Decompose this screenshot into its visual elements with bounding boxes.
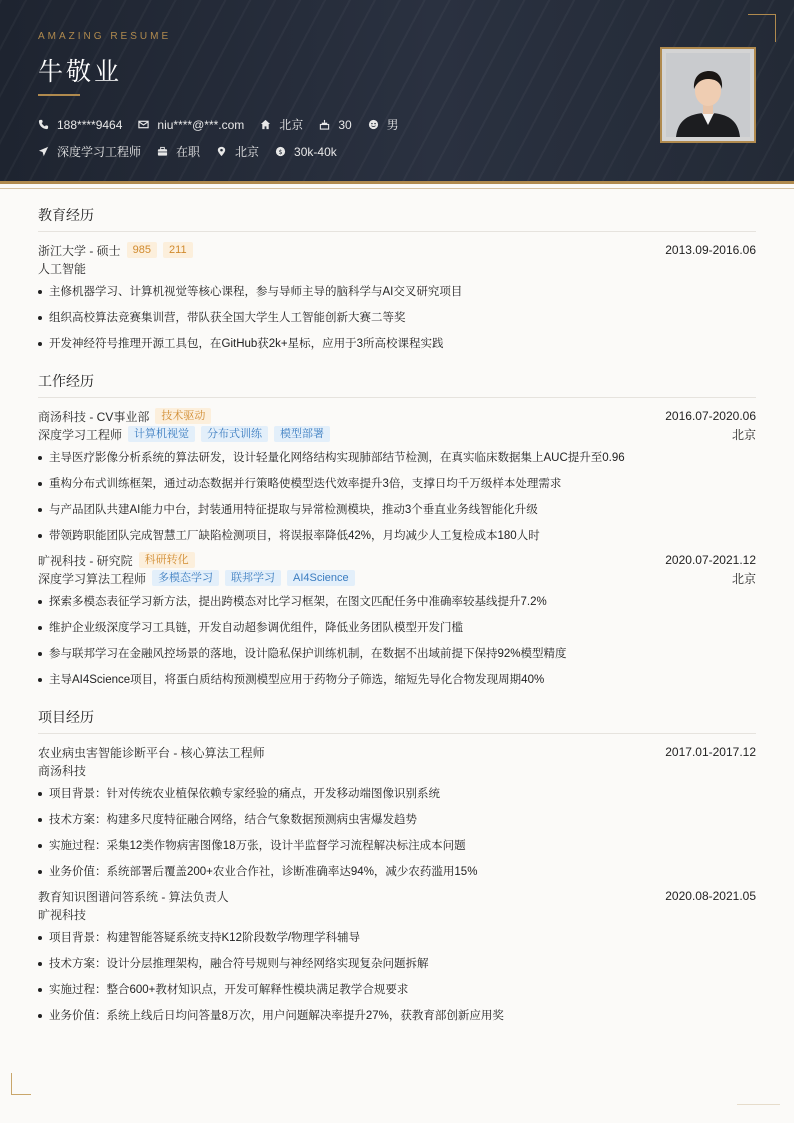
salary-item — [275, 145, 337, 159]
residence-item — [260, 116, 303, 133]
list-item: 技术方案：设计分层推理架构，融合符号规则与神经网络实现复杂问题拆解 — [38, 951, 756, 977]
status-item — [157, 143, 200, 160]
entry-header — [38, 407, 756, 425]
entry-subtitle — [38, 259, 756, 277]
entry-date: 2020.08-2021.05 — [665, 889, 756, 903]
entry-header — [38, 241, 756, 259]
education-entry — [38, 241, 756, 357]
major: 人工智能 — [38, 261, 87, 276]
list-item: 参与联邦学习在金融风控场景的落地，设计隐私保护训练机制，在数据不出域前提下保持92%模型精度 — [38, 641, 756, 667]
list-item: 项目背景：构建智能答疑系统支持K12阶段数学/物理学科辅导 — [38, 925, 756, 951]
status-text: 在职 — [176, 145, 201, 159]
entry-left — [38, 408, 211, 425]
email-text: niu****@***.com — [157, 117, 245, 132]
person-photo-icon — [666, 53, 750, 137]
bullet-list — [38, 781, 756, 885]
list-item: 主导AI4Science项目，将蛋白质结构预测模型应用于药物分子筛选，缩短先导化合物发现周期40% — [38, 667, 756, 693]
list-item: 实施过程：整合600+教材知识点，开发可解释性模块满足教学合规要求 — [38, 977, 756, 1003]
bullet-list — [38, 279, 756, 357]
entry-subtitle — [38, 425, 756, 443]
list-item: 项目背景：针对传统农业植保依赖专家经验的痛点，开发移动端图像识别系统 — [38, 781, 756, 807]
list-item: 维护企业级深度学习工具链，开发自动超参调优组件，降低业务团队模型开发门槛 — [38, 615, 756, 641]
company-dept: 旷视科技 - 研究院 — [38, 553, 133, 568]
mail-icon — [138, 119, 149, 130]
list-item: 主修机器学习、计算机视觉等核心课程，参与导师主导的脑科学与AI交叉研究项目 — [38, 279, 756, 305]
list-item: 主导医疗影像分析系统的算法研发，设计轻量化网络结构实现肺部结节检测，在真实临床数据集上AUC提升至0.96 — [38, 445, 756, 471]
header-divider — [0, 188, 794, 189]
entry-left — [38, 552, 195, 569]
list-item: 探索多模态表征学习新方法，提出跨模态对比学习框架，在图文匹配任务中准确率较基线提升7.2% — [38, 589, 756, 615]
work-entry — [38, 551, 756, 693]
work-city: 北京 — [731, 427, 756, 442]
svg-text:$: $ — [278, 147, 283, 156]
list-item: 技术方案：构建多尺度特征融合网络，结合气象数据预测病虫害爆发趋势 — [38, 807, 756, 833]
list-item: 开发神经符号推理开源工具包，在GitHub获2k+星标，应用于3所高校课程实践 — [38, 331, 756, 357]
section-title: 教育经历 — [38, 205, 756, 232]
gender-text: 男 — [386, 118, 399, 132]
target-city-item — [216, 143, 259, 160]
entry-subtitle — [38, 761, 756, 779]
residence-text: 北京 — [279, 118, 304, 132]
project-entry — [38, 743, 756, 885]
salary-text: 30k-40k — [294, 144, 337, 159]
corner-decoration — [11, 1073, 31, 1095]
entry-subtitle — [38, 569, 756, 587]
school-tag: 211 — [163, 242, 193, 258]
resume-content — [38, 205, 756, 1043]
email-item — [138, 118, 244, 132]
job-role: 深度学习算法工程师 — [38, 571, 147, 586]
education-section — [38, 205, 756, 357]
list-item: 组织高校算法竞赛集训营，带队获全国大学生人工智能创新大赛二等奖 — [38, 305, 756, 331]
section-title: 项目经历 — [38, 707, 756, 734]
list-item: 实施过程：采集12类作物病害图像18万张，设计半监督学习流程解决标注成本问题 — [38, 833, 756, 859]
skill-tag: 联邦学习 — [225, 570, 281, 586]
bullet-list — [38, 925, 756, 1029]
candidate-name: 牛敬业 — [38, 57, 123, 86]
age-text: 30 — [338, 117, 352, 132]
projects-section — [38, 707, 756, 1029]
avatar-photo — [666, 53, 750, 137]
list-item: 业务价值：系统上线后日均问答量8万次，用户问题解决率提升27%，获教育部创新应用奖 — [38, 1003, 756, 1029]
school-tag: 985 — [127, 242, 157, 258]
entry-header — [38, 743, 756, 761]
entry-header — [38, 887, 756, 905]
project-entry — [38, 887, 756, 1029]
list-item: 重构分布式训练框架，通过动态数据并行策略使模型迭代效率提升3倍，支撑日均千万级样本处理需求 — [38, 471, 756, 497]
skill-tag: AI4Science — [287, 570, 355, 586]
home-icon — [260, 119, 271, 130]
project-name: 教育知识图谱问答系统 - 算法负责人 — [38, 889, 229, 904]
entry-left — [38, 570, 355, 587]
target-city-text: 北京 — [235, 145, 260, 159]
briefcase-icon — [157, 146, 168, 157]
location-icon — [216, 146, 227, 157]
work-city: 北京 — [731, 571, 756, 586]
bullet-list — [38, 589, 756, 693]
company-tag: 技术驱动 — [155, 408, 211, 424]
age-item — [319, 118, 351, 132]
send-icon — [38, 146, 49, 157]
cake-icon — [319, 119, 330, 130]
entry-date: 2013.09-2016.06 — [665, 243, 756, 257]
entry-date: 2016.07-2020.06 — [665, 409, 756, 423]
resume-header — [0, 0, 794, 184]
school-degree: 浙江大学 - 硕士 — [38, 243, 121, 258]
corner-decoration — [748, 14, 776, 42]
position-text: 深度学习工程师 — [57, 145, 142, 159]
name-underline — [38, 94, 80, 96]
entry-subtitle — [38, 905, 756, 923]
entry-date: 2017.01-2017.12 — [665, 745, 756, 759]
money-icon — [275, 146, 286, 157]
phone-text: 188****9464 — [57, 117, 123, 132]
project-org: 旷视科技 — [38, 907, 87, 922]
position-item — [38, 143, 141, 160]
section-title: 工作经历 — [38, 371, 756, 398]
project-name: 农业病虫害智能诊断平台 - 核心算法工程师 — [38, 745, 265, 760]
entry-date: 2020.07-2021.12 — [665, 553, 756, 567]
skill-tag: 多模态学习 — [152, 570, 219, 586]
brand-label: AMAZING RESUME — [38, 31, 172, 42]
entry-left — [38, 242, 193, 259]
phone-icon — [38, 119, 49, 130]
job-role: 深度学习工程师 — [38, 427, 123, 442]
work-entry — [38, 407, 756, 549]
gender-item — [368, 116, 399, 133]
company-tag: 科研转化 — [139, 552, 195, 568]
company-dept: 商汤科技 - CV事业部 — [38, 409, 150, 424]
skill-tag: 计算机视觉 — [128, 426, 195, 442]
entry-header — [38, 551, 756, 569]
avatar — [660, 47, 756, 143]
project-org: 商汤科技 — [38, 763, 87, 778]
contact-row — [38, 116, 415, 133]
footer-line — [737, 1104, 780, 1105]
list-item: 与产品团队共建AI能力中台，封装通用特征提取与异常检测模块，推动3个垂直业务线智能化升级 — [38, 497, 756, 523]
entry-left — [38, 426, 330, 443]
job-intent-row — [38, 143, 353, 160]
work-section — [38, 371, 756, 693]
gender-icon — [368, 119, 379, 130]
list-item: 带领跨职能团队完成智慧工厂缺陷检测项目，将误报率降低42%，月均减少人工复检成本180人时 — [38, 523, 756, 549]
list-item: 业务价值：系统部署后覆盖200+农业合作社，诊断准确率达94%，减少农药滥用15% — [38, 859, 756, 885]
phone-item — [38, 118, 122, 132]
skill-tag: 分布式训练 — [201, 426, 268, 442]
bullet-list — [38, 445, 756, 549]
skill-tag: 模型部署 — [274, 426, 330, 442]
